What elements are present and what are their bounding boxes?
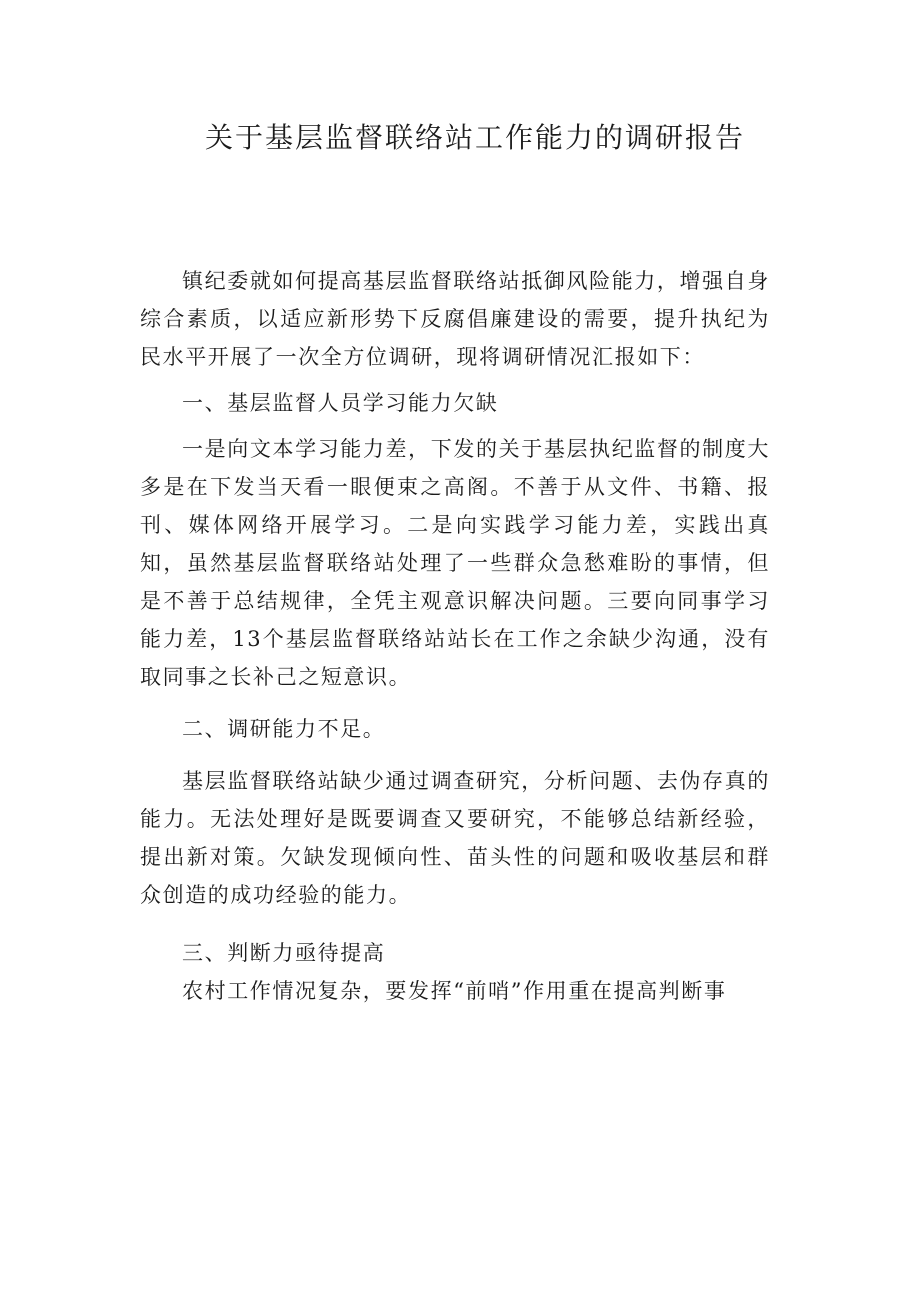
section-2-body: 基层监督联络站缺少通过调查研究，分析问题、去伪存真的能力。无法处理好是既要调查又要研究，不能够总结新经验，提出新对策。欠缺发现倾向性、苗头性的问题和吸收基层和群众创造的成功经验的能力。: [140, 769, 770, 907]
section-3-body: 农村工作情况复杂，要发挥“前哨”作用重在提高判断事: [182, 979, 727, 1003]
section-1-body: 一是向文本学习能力差，下发的关于基层执纪监督的制度大多是在下发当天看一眼便束之高阁。不善于从文件、书籍、报刊、媒体网络开展学习。二是向实践学习能力差，实践出真知，虽然基层监督联络站处理了一些群众急愁难盼的事情，但是不善于总结规律，全凭主观意识解决问题。三要向同事学习能力差，13个基层监督联络站站长在工作之余缺少沟通，没有取同事之长补己之短意识。: [140, 437, 770, 689]
document-body: [140, 262, 770, 1010]
section-2-heading: 二、调研能力不足。: [182, 717, 386, 741]
intro-paragraph: 镇纪委就如何提高基层监督联络站抵御风险能力，增强自身综合素质，以适应新形势下反腐倡廉建设的需要，提升执纪为民水平开展了一次全方位调研，现将调研情况汇报如下：: [140, 269, 770, 369]
section-3-heading: 三、判断力亟待提高: [182, 941, 386, 965]
section-1-heading: 一、基层监督人员学习能力欠缺: [182, 391, 499, 415]
document-title: 关于基层监督联络站工作能力的调研报告: [204, 121, 745, 154]
